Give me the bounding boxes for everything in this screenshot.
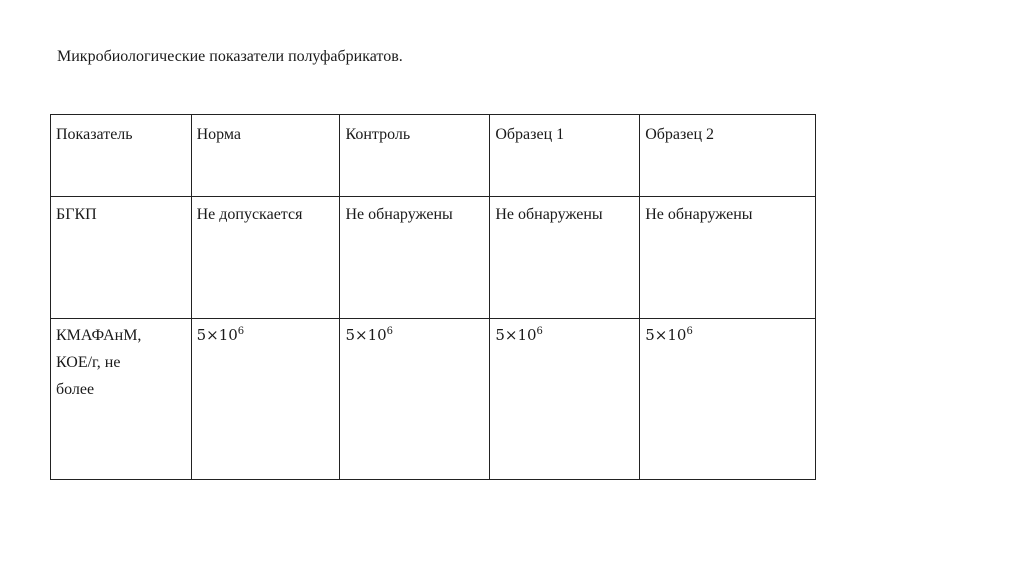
cell-indicator <box>51 318 192 479</box>
formula <box>645 326 693 344</box>
cell-sample-1: Не обнаружены <box>490 197 640 319</box>
formula-base: 5×10 <box>495 325 537 344</box>
header-cell-norm: Норма <box>191 115 340 197</box>
cell-control: Не обнаружены <box>340 197 490 319</box>
cell-sample-1 <box>490 318 640 479</box>
table-header-row <box>51 115 816 197</box>
cell-indicator: БГКП <box>51 197 192 319</box>
cell-norm <box>191 318 340 479</box>
formula-exponent: 6 <box>686 325 693 337</box>
header-cell-indicator: Показатель <box>51 115 192 197</box>
cell-sample-2 <box>640 318 816 479</box>
page-title: Микробиологические показатели полуфабрикатов. <box>57 48 403 65</box>
formula <box>197 326 245 344</box>
header-cell-control: Контроль <box>340 115 490 197</box>
formula <box>345 326 393 344</box>
header-cell-sample-1: Образец 1 <box>490 115 640 197</box>
formula-exponent: 6 <box>237 325 245 337</box>
formula-base: 5×10 <box>196 325 238 344</box>
formula <box>495 326 543 344</box>
formula-base: 5×10 <box>345 325 387 344</box>
indicator-line: более <box>56 380 95 398</box>
formula-exponent: 6 <box>386 325 394 337</box>
cell-sample-2: Не обнаружены <box>640 197 816 319</box>
cell-norm: Не допускается <box>191 197 340 319</box>
table-row <box>51 318 816 479</box>
cell-control <box>340 318 490 479</box>
indicator-line: КОЕ/г, не <box>56 353 121 371</box>
table-row <box>51 197 816 319</box>
indicator-line: КМАФАнМ, <box>56 326 142 344</box>
formula-exponent: 6 <box>536 325 543 337</box>
indicators-table <box>50 114 816 480</box>
header-cell-sample-2: Образец 2 <box>640 115 816 197</box>
formula-base: 5×10 <box>645 325 687 344</box>
